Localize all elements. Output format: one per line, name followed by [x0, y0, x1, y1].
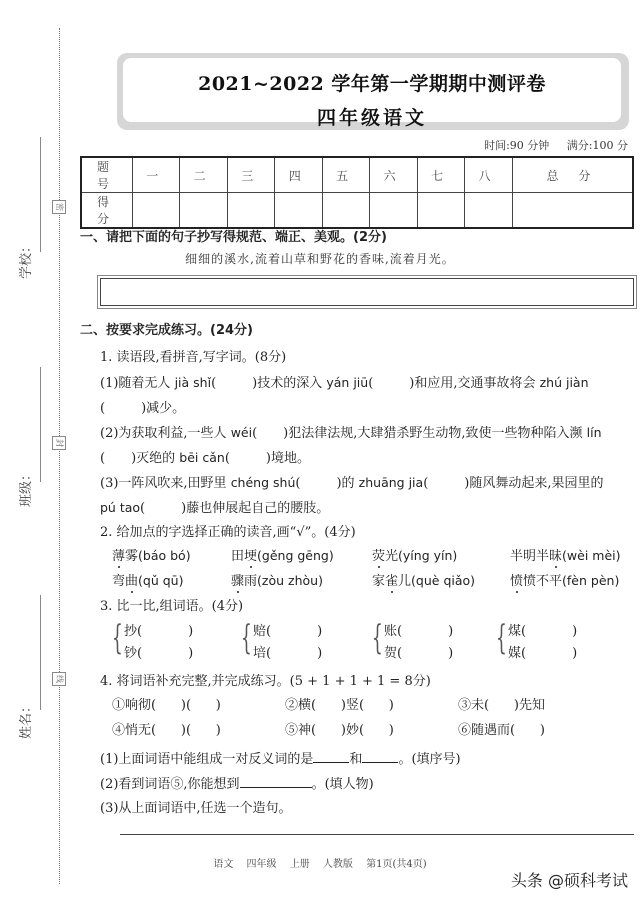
score-cell[interactable]	[417, 193, 464, 229]
score-cell[interactable]	[370, 193, 417, 229]
answer-underline[interactable]	[362, 750, 398, 763]
q3-char: 赔(	[253, 624, 272, 639]
dotted-char: 骤	[231, 574, 245, 589]
pinyin: lín	[586, 425, 602, 440]
q1-text: )减少。	[141, 401, 186, 416]
brace-icon: {	[241, 618, 252, 658]
q4-sub3: (3)从上面词语中,任选一个造句。	[100, 801, 292, 816]
q3-char: 煤(	[508, 624, 527, 639]
q3-pair-bottom[interactable]	[384, 642, 453, 661]
paren-close: )	[317, 646, 323, 661]
section1-title: 一、请把下面的句子抄写得规范、端正、美观。(2分)	[80, 230, 387, 245]
paren-open: (	[368, 376, 374, 391]
q4-sub2-hint: 。(填人物)	[311, 777, 374, 792]
footer-edition: 人教版	[322, 859, 353, 870]
class-field-label: 班级：	[19, 467, 34, 507]
q2-items	[112, 545, 632, 595]
q2-item[interactable]	[231, 570, 323, 589]
q2-item[interactable]	[372, 545, 457, 564]
char: 雨	[244, 574, 258, 589]
paren-close: )	[188, 624, 194, 639]
q1-text: )灭绝的	[131, 451, 180, 466]
score-col: 三	[227, 157, 274, 193]
char: 雾	[125, 549, 139, 564]
char: 半明半	[510, 549, 550, 564]
paren-close: )	[572, 646, 578, 661]
score-col: 七	[417, 157, 464, 193]
score-table	[80, 156, 634, 229]
score-cell[interactable]	[275, 193, 322, 229]
score-header-label: 题 号	[81, 157, 133, 193]
q3-pair-bottom[interactable]	[253, 642, 322, 661]
dotted-char: 荧	[372, 549, 386, 564]
footer-page-number: 第1页(共4页)	[366, 859, 427, 870]
q3-char: 账(	[384, 624, 403, 639]
score-cell[interactable]	[180, 193, 227, 229]
char: 光	[385, 549, 399, 564]
q4-item[interactable]: ⑤神( )妙( )	[285, 723, 394, 738]
pinyin: yán jiū	[326, 375, 369, 390]
q3-char: 钞(	[124, 646, 143, 661]
copy-answer-box[interactable]	[100, 278, 634, 306]
brace-icon: {	[496, 618, 507, 658]
pinyin-options: (zòu zhòu)	[257, 573, 323, 588]
paren-open: (	[100, 451, 106, 466]
q3-pair-bottom[interactable]	[508, 642, 577, 661]
q4-item[interactable]: ①响彻( )( )	[112, 698, 221, 713]
score-row-label: 得 分	[81, 193, 133, 229]
pinyin: zhú jiàn	[539, 375, 589, 390]
name-field-line[interactable]	[40, 595, 41, 710]
pinyin: jià shǐ	[174, 375, 212, 390]
q2-item[interactable]	[372, 570, 475, 589]
sentence-answer-line[interactable]	[120, 834, 634, 835]
char: 弯	[112, 574, 126, 589]
char: 田	[231, 549, 245, 564]
exam-subtitle: 四年级语文	[316, 107, 427, 129]
paren-open: (	[140, 501, 146, 516]
q4-item[interactable]: ⑥随遇而( )	[458, 723, 545, 738]
pinyin: pú tao	[100, 500, 141, 515]
q1-line4	[100, 447, 310, 466]
score-cell[interactable]	[465, 193, 512, 229]
exam-full-score: 满分:100 分	[566, 139, 628, 152]
paren-close: )	[317, 624, 323, 639]
q1-title: 1. 读语段,看拼音,写字词。(8分)	[100, 350, 287, 365]
paren-close: )	[448, 646, 454, 661]
dotted-char: 雀	[385, 574, 399, 589]
q3-pair-top[interactable]	[384, 620, 453, 639]
section1-sample-sentence: 细细的溪水,流着山草和野花的香味,流着月光。	[185, 252, 455, 266]
score-col: 五	[322, 157, 369, 193]
exam-time: 时间:90 分钟	[484, 139, 550, 152]
q3-pair-top[interactable]	[253, 620, 322, 639]
score-cell[interactable]	[322, 193, 369, 229]
binding-mark-mi: 密	[52, 200, 66, 214]
q2-item[interactable]	[231, 545, 334, 564]
class-field-line[interactable]	[40, 367, 41, 482]
pinyin-options: (yíng yín)	[398, 548, 458, 563]
pinyin: zhuāng jia	[358, 475, 424, 490]
pinyin-options: (báo bó)	[138, 548, 191, 563]
q1-text: (3)一阵风吹来,田野里	[100, 476, 231, 491]
q4-sub1	[100, 748, 461, 767]
char: 儿	[398, 574, 412, 589]
paren-open: (	[224, 451, 230, 466]
pinyin-options: (què qiǎo)	[411, 573, 476, 588]
brace-icon: {	[372, 618, 383, 658]
q4-sub1-and: 和	[349, 752, 363, 767]
q3-char: 培(	[253, 646, 272, 661]
q1-text: )随风舞动起来,果园里的	[464, 476, 604, 491]
footer-subject: 语文	[213, 859, 234, 870]
watermark: 头条 @硕科考试	[510, 871, 628, 890]
title-box	[117, 53, 629, 130]
q2-item[interactable]	[112, 570, 183, 589]
q1-text: (1)随着无人	[100, 376, 175, 391]
paren-close: )	[448, 624, 454, 639]
brace-icon: {	[112, 618, 123, 658]
section2-title: 二、按要求完成练习。(24分)	[80, 323, 253, 338]
answer-underline[interactable]	[240, 775, 312, 788]
school-field-label: 学校：	[19, 239, 34, 279]
score-col: 四	[275, 157, 322, 193]
name-field-label: 姓名：	[19, 699, 34, 739]
paren-close: )	[188, 646, 194, 661]
score-col: 二	[180, 157, 227, 193]
q3-pair-top[interactable]	[124, 620, 193, 639]
score-col: 八	[465, 157, 512, 193]
q3-pair-top[interactable]	[508, 620, 577, 639]
q1-text: )境地。	[265, 451, 310, 466]
q1-text: )技术的深入	[252, 376, 327, 391]
pinyin-options: (fèn pèn)	[562, 573, 620, 588]
q4-item[interactable]: ③未( )先知	[458, 698, 545, 713]
q4-items	[112, 694, 632, 744]
dotted-char: 埂	[244, 549, 258, 564]
exam-title: 2021~2022 学年第一学期期中测评卷	[198, 73, 546, 95]
q1-text: )犯法律法规,大肆猎杀野生动物,致使一些物种陷入濒	[283, 426, 587, 441]
paren-open: (	[295, 476, 301, 491]
q3-title: 3. 比一比,组词语。(4分)	[100, 599, 244, 614]
score-table-header-row	[81, 157, 633, 193]
paren-open: (	[211, 376, 217, 391]
dotted-char: 昧	[549, 549, 563, 564]
paren-open: (	[252, 426, 258, 441]
pinyin-options: (qǔ qū)	[138, 573, 184, 588]
dotted-char: 薄	[112, 549, 126, 564]
footer-grade: 四年级	[246, 859, 277, 870]
q3-char: 贺(	[384, 646, 403, 661]
dotted-char: 曲	[125, 574, 139, 589]
pinyin-options: (gěng gēng)	[257, 548, 334, 563]
score-col: 六	[370, 157, 417, 193]
q1-text: (2)为获取利益,一些人	[100, 426, 231, 441]
pinyin: bēi cǎn	[179, 450, 225, 465]
score-table-score-row	[81, 193, 633, 229]
q1-line3	[100, 422, 602, 441]
q1-line5	[100, 472, 603, 491]
q4-sub2	[100, 773, 374, 792]
q2-item[interactable]	[112, 545, 191, 564]
q3-char: 媒(	[508, 646, 527, 661]
paren-open: (	[423, 476, 429, 491]
char: 家	[372, 574, 386, 589]
binding-mark-feng: 封	[52, 436, 66, 450]
score-cell[interactable]	[133, 193, 180, 229]
answer-underline[interactable]	[313, 750, 349, 763]
q1-line2	[100, 397, 185, 416]
q3-pairs	[112, 618, 632, 663]
q2-item[interactable]	[510, 570, 619, 589]
pinyin-options: (wèi mèi)	[562, 548, 621, 563]
pinyin: chéng shú	[230, 475, 296, 490]
binding-dotted-line	[59, 28, 60, 884]
q1-text: )和应用,交通事故将会	[409, 376, 540, 391]
q2-item[interactable]	[510, 545, 621, 564]
q4-sub1-text: (1)上面词语中能组成一对反义词的是	[100, 752, 314, 767]
score-cell[interactable]	[227, 193, 274, 229]
q4-item[interactable]: ②横( )竖( )	[285, 698, 394, 713]
score-cell[interactable]	[512, 193, 633, 229]
paren-open: (	[100, 401, 106, 416]
exam-meta	[470, 137, 628, 153]
pinyin: wéi	[230, 425, 253, 440]
q1-text: )的	[336, 476, 359, 491]
q3-char: 抄(	[124, 624, 143, 639]
q1-text: )藤也伸展起自己的腰肢。	[181, 501, 330, 516]
dotted-char: 愤	[510, 574, 524, 589]
score-col-total: 总 分	[512, 157, 633, 193]
score-col: 一	[133, 157, 180, 193]
q2-title: 2. 给加点的字选择正确的读音,画“√”。(4分)	[100, 525, 356, 540]
q1-line6	[100, 497, 329, 516]
binding-mark-xian: 线	[52, 672, 66, 686]
school-field-line[interactable]	[40, 137, 41, 252]
q3-pair-bottom[interactable]	[124, 642, 193, 661]
q4-title: 4. 将词语补充完整,并完成练习。(5 + 1 + 1 + 1 = 8分)	[100, 674, 431, 689]
q4-sub1-hint: 。(填序号)	[398, 752, 461, 767]
footer-volume: 上册	[289, 859, 310, 870]
q1-line1	[100, 372, 589, 391]
paren-close: )	[572, 624, 578, 639]
q4-sub2-text: (2)看到词语⑤,你能想到	[100, 777, 240, 792]
q4-item[interactable]: ④悄无( )( )	[112, 723, 221, 738]
char: 愤不平	[523, 574, 563, 589]
